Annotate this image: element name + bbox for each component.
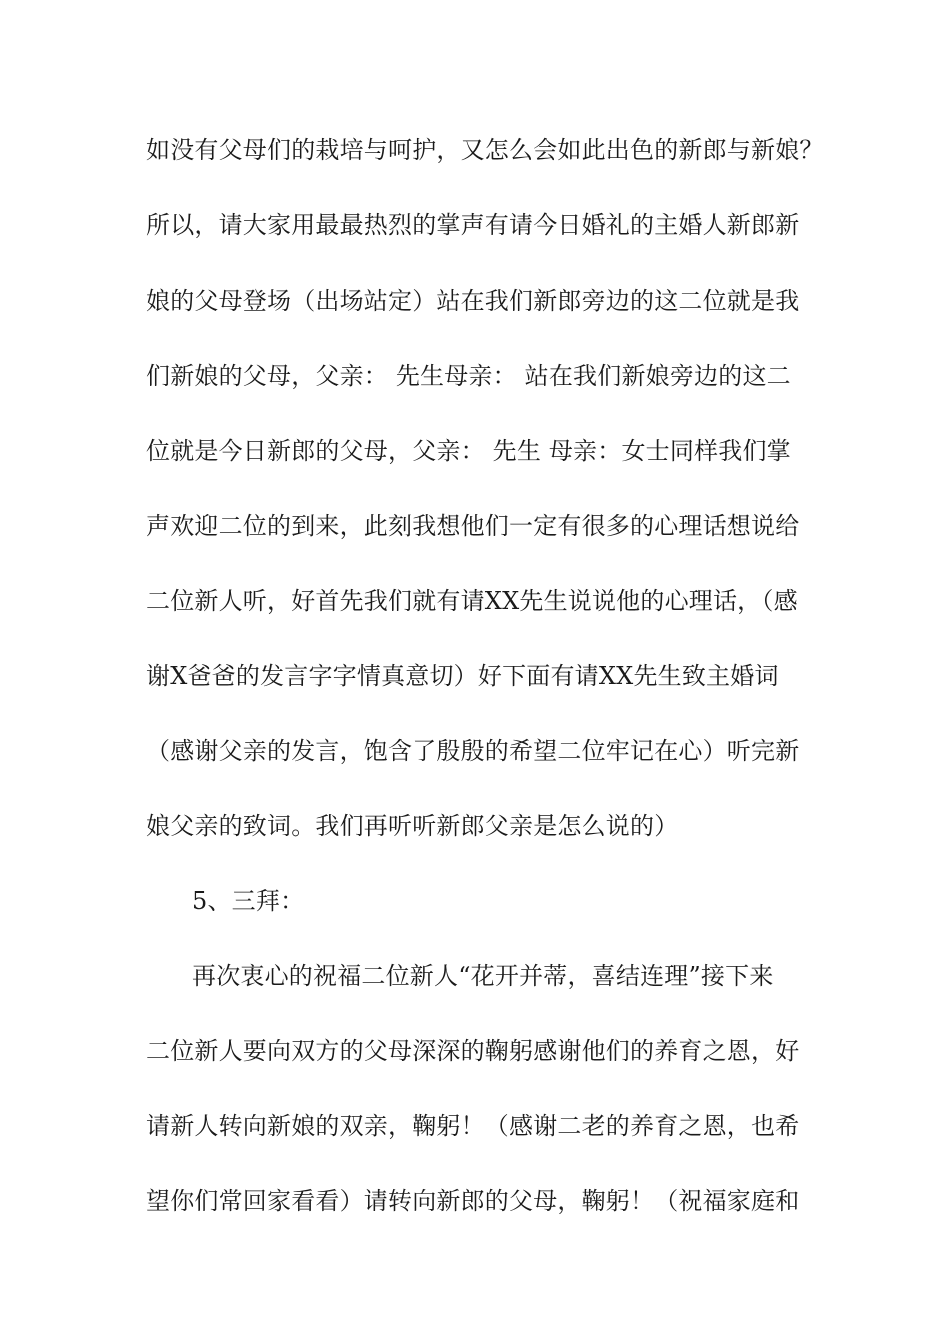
paragraph-line: 如没有父母们的栽培与呵护，又怎么会如此出色的新郎与新娘？ [146, 136, 824, 164]
paragraph-line: 娘父亲的致词。我们再听听新郎父亲是怎么说的） [146, 812, 679, 840]
paragraph-line: 所以，请大家用最最热烈的掌声有请今日婚礼的主婚人新郎新 [146, 211, 800, 239]
paragraph-line: 声欢迎二位的到来，此刻我想他们一定有很多的心理话想说给 [146, 512, 800, 540]
paragraph-line: 娘的父母登场（出场站定）站在我们新郎旁边的这二位就是我 [146, 287, 800, 315]
paragraph-line: 位就是今日新郎的父母，父亲： 先生 母亲：女士同样我们掌 [146, 437, 791, 465]
paragraph-line: 请新人转向新娘的双亲，鞠躬！（感谢二老的养育之恩，也希 [146, 1112, 800, 1140]
paragraph-line: 望你们常回家看看）请转向新郎的父母，鞠躬！（祝福家庭和 [146, 1187, 800, 1215]
paragraph-line: 二位新人要向双方的父母深深的鞠躬感谢他们的养育之恩，好 [146, 1037, 800, 1065]
section-heading: 5、三拜： [192, 887, 305, 915]
paragraph-line: （感谢父亲的发言，饱含了殷殷的希望二位牢记在心）听完新 [146, 737, 800, 765]
paragraph-line: 再次衷心的祝福二位新人“花开并蒂，喜结连理”接下来 [192, 962, 774, 990]
paragraph-line: 二位新人听，好首先我们就有请XX先生说说他的心理话，（感 [146, 587, 798, 615]
paragraph-line: 谢X爸爸的发言字字情真意切）好下面有请XX先生致主婚词 [146, 662, 779, 690]
paragraph-line: 们新娘的父母，父亲： 先生母亲： 站在我们新娘旁边的这二 [146, 362, 791, 390]
